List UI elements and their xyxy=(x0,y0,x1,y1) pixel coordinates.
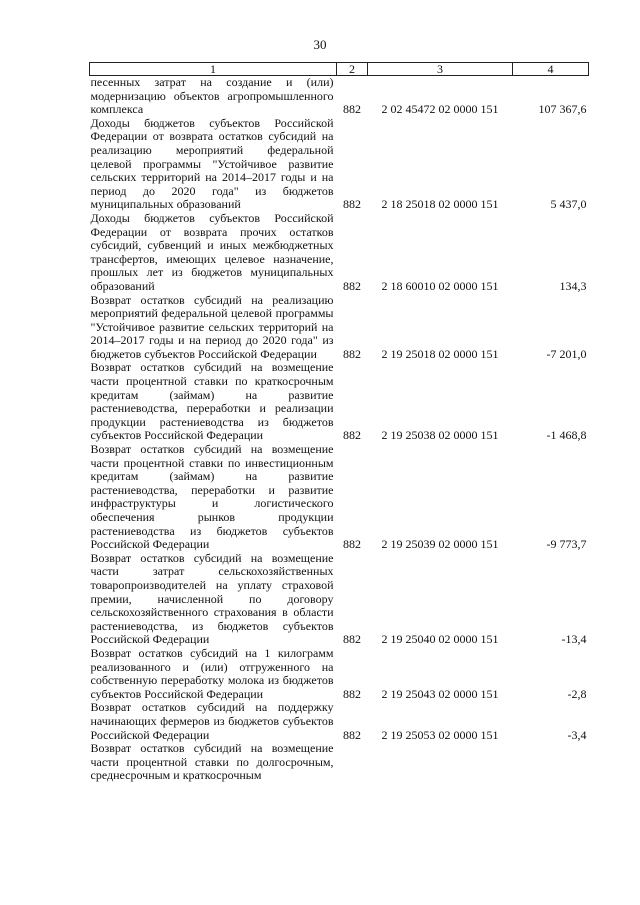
row-amount: -9 773,7 xyxy=(546,537,587,552)
row-admin-code: 882 xyxy=(343,102,361,117)
row-description: Возврат остатков субсидий на возмещение части процентной ставки по долгосрочным, среднесрочным и краткосрочным xyxy=(90,741,334,783)
table-row xyxy=(90,294,589,362)
row-admin-code: 882 xyxy=(343,278,361,293)
row-budget-code: 2 19 25043 02 0000 151 xyxy=(381,686,499,701)
row-description: Доходы бюджетов субъектов Российской Федерации от возврата прочих остатков субсидий, субвенций и иных межбюджетных трансфертов, имеющих целевое назначение, прошлых лет из бюджетов муниципальных образований xyxy=(90,210,334,293)
row-admin-code: 882 xyxy=(343,686,361,701)
header-col-4: 4 xyxy=(513,63,589,76)
row-amount: -1 468,8 xyxy=(546,428,587,443)
row-description: Возврат остатков субсидий на 1 килограмм реализованного и (или) отгруженного на собственную переработку молока из бюджетов субъектов Российской Федерации xyxy=(90,645,334,701)
row-description: Возврат остатков субсидий на возмещение части процентной ставки по инвестиционным кредитам (займам) на развитие растениеводства, переработки и развитие инфраструктуры и логистического обеспечения рынков продукции растениеводства из бюджетов субъектов Российской Федерации xyxy=(90,442,334,552)
table-row xyxy=(90,552,589,647)
row-budget-code: 2 02 45472 02 0000 151 xyxy=(381,102,499,117)
header-col-2: 2 xyxy=(337,63,368,76)
table-row xyxy=(90,117,589,212)
row-budget-code xyxy=(368,742,513,783)
table-row xyxy=(90,76,589,117)
table-row xyxy=(90,742,589,783)
row-admin-code: 882 xyxy=(343,537,361,552)
header-col-1: 1 xyxy=(90,63,337,76)
row-budget-code: 2 18 25018 02 0000 151 xyxy=(381,197,499,212)
table-row xyxy=(90,212,589,294)
table-row xyxy=(90,361,589,443)
table-row xyxy=(90,443,589,552)
row-amount: -3,4 xyxy=(567,727,587,742)
row-admin-code: 882 xyxy=(343,727,361,742)
row-description: Возврат остатков субсидий на возмещение части процентной ставки по краткосрочным кредитам (займам) на развитие растениеводства, переработки и реализации продукции растениеводства из бюджетов субъектов Российской Федерации xyxy=(90,360,334,443)
row-amount: -13,4 xyxy=(561,632,587,647)
row-amount: -7 201,0 xyxy=(546,346,587,361)
header-col-3: 3 xyxy=(368,63,513,76)
row-amount: 107 367,6 xyxy=(538,102,587,117)
row-description: Доходы бюджетов субъектов Российской Федерации от возврата остатков субсидий на реализацию мероприятий федеральной целевой программы "Устойчивое развитие сельских территорий на 2014–2017 годы и на период до 2020 года" из бюджетов муниципальных образований xyxy=(90,115,334,212)
page-number: 30 xyxy=(313,37,327,52)
row-budget-code: 2 19 25039 02 0000 151 xyxy=(381,537,499,552)
row-budget-code: 2 19 25038 02 0000 151 xyxy=(381,428,499,443)
table-row xyxy=(90,701,589,742)
row-description: Возврат остатков субсидий на реализацию мероприятий федеральной целевой программы "Устойчивое развитие сельских территорий на 2014–2017 годы и на период до 2020 года" из бюджетов субъектов Российской Федерации xyxy=(90,292,334,361)
row-budget-code: 2 19 25053 02 0000 151 xyxy=(381,727,499,742)
row-description: песенных затрат на создание и (или) модернизацию объектов агропромышленного комплекса xyxy=(90,75,334,117)
table-header-row xyxy=(90,63,589,76)
row-admin-code: 882 xyxy=(343,428,361,443)
row-amount: 5 437,0 xyxy=(550,197,587,212)
row-admin-code xyxy=(337,742,368,783)
row-budget-code: 2 18 60010 02 0000 151 xyxy=(381,278,499,293)
row-budget-code: 2 19 25040 02 0000 151 xyxy=(381,632,499,647)
row-admin-code: 882 xyxy=(343,197,361,212)
row-admin-code: 882 xyxy=(343,346,361,361)
row-description: Возврат остатков субсидий на возмещение части затрат сельскохозяйственных товаропроизводителей на уплату страховой премии, начисленной по договору сельскохозяйственного страхования в области растениеводства, из бюджетов субъектов Российской Федерации xyxy=(90,550,334,647)
table-row xyxy=(90,647,589,701)
row-amount xyxy=(513,742,589,783)
row-admin-code: 882 xyxy=(343,632,361,647)
row-amount: 134,3 xyxy=(559,278,587,293)
row-amount: -2,8 xyxy=(567,686,587,701)
row-description: Возврат остатков субсидий на поддержку начинающих фермеров из бюджетов субъектов Российской Федерации xyxy=(90,700,334,742)
row-budget-code: 2 19 25018 02 0000 151 xyxy=(381,346,499,361)
budget-revenue-table xyxy=(89,62,589,783)
